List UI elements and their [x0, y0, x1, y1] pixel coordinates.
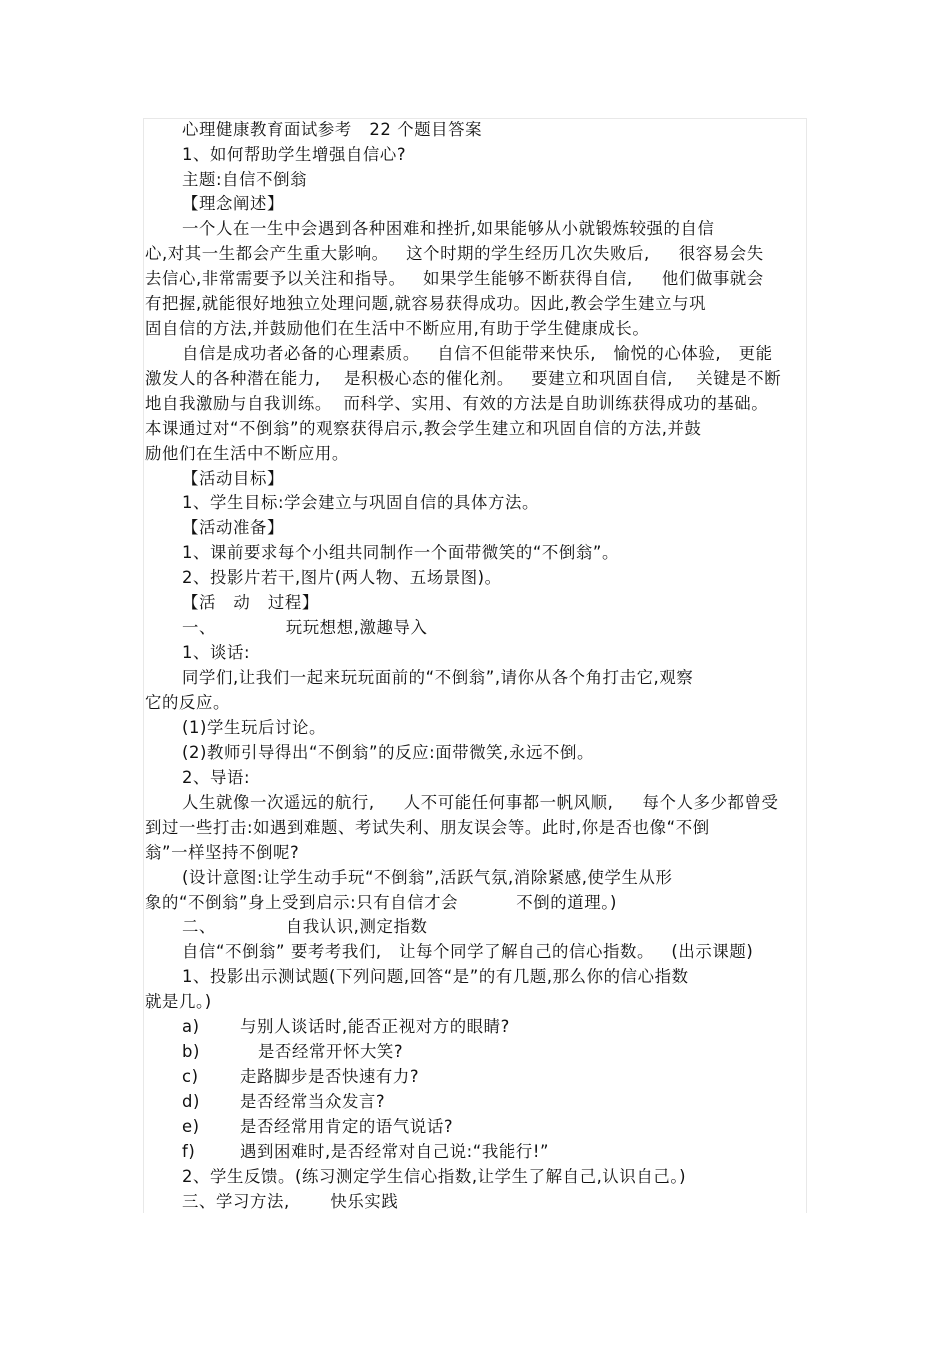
- paragraph-line: 翁”一样坚持不倒呢?: [145, 843, 300, 862]
- paragraph-line: 1、投影出示测试题(下列问题,回答“是”的有几题,那么你的信心指数: [182, 967, 689, 986]
- paragraph-line: 一个人在一生中会遇到各种困难和挫折,如果能够从小就锻炼较强的自信: [182, 219, 715, 238]
- list-item: 是否经常用肯定的语气说话?: [240, 1117, 454, 1136]
- sub-heading-guide: 2、导语:: [182, 768, 251, 787]
- paragraph-line: 地自我激励与自我训练。 而科学、实用、有效的方法是自助训练获得成功的基础。: [145, 394, 769, 413]
- section-heading-process: 【活 动 过程】: [182, 593, 319, 612]
- theme-line: 主题:自信不倒翁: [182, 170, 308, 189]
- list-item: 遇到困难时,是否经常对自己说:“我能行!”: [240, 1142, 550, 1161]
- paragraph-line: 就是几。): [145, 992, 212, 1011]
- paragraph-line: 同学们,让我们一起来玩玩面前的“不倒翁”,请你从各个角打击它,观察: [182, 668, 694, 687]
- paragraph-line: 固自信的方法,并鼓励他们在生活中不断应用,有助于学生健康成长。: [145, 319, 650, 338]
- paragraph-line: 自信是成功者必备的心理素质。 自信不但能带来快乐, 愉悦的心体验, 更能: [182, 344, 773, 363]
- paragraph-line: 它的反应。: [145, 693, 230, 712]
- paragraph-line: 励他们在生活中不断应用。: [145, 444, 349, 463]
- list-item-label: c): [182, 1067, 199, 1086]
- list-item-label: d): [182, 1092, 200, 1111]
- paragraph-line: 去信心,非常需要予以关注和指导。 如果学生能够不断获得自信, 他们做事就会: [145, 269, 764, 288]
- paragraph-line: (设计意图:让学生动手玩“不倒翁”,活跃气氛,消除紧感,使学生从形: [182, 868, 673, 887]
- list-item-label: e): [182, 1117, 200, 1136]
- list-item-label: f): [182, 1142, 196, 1161]
- step-heading-two: 二、 自我认识,测定指数: [182, 917, 428, 936]
- list-item: 是否经常当众发言?: [240, 1092, 386, 1111]
- paragraph-line: 自信“不倒翁” 要考考我们, 让每个同学了解自己的信心指数。 (出示课题): [182, 942, 754, 961]
- paragraph-line: 激发人的各种潜在能力, 是积极心态的催化剂。 要建立和巩固自信, 关键是不断: [145, 369, 782, 388]
- section-heading-concept: 【理念阐述】: [182, 194, 284, 213]
- preparation-item: 1、课前要求每个小组共同制作一个面带微笑的“不倒翁”。: [182, 543, 619, 562]
- paragraph-line: 2、学生反馈。(练习测定学生信心指数,让学生了解自己,认识自己。): [182, 1167, 687, 1186]
- document-title: 心理健康教育面试参考 22 个题目答案: [182, 120, 483, 139]
- goal-item: 1、学生目标:学会建立与巩固自信的具体方法。: [182, 493, 539, 512]
- step-heading-three: 三、学习方法, 快乐实践: [182, 1192, 399, 1211]
- paragraph-line: 有把握,就能很好地独立处理问题,就容易获得成功。因此,教会学生建立与巩: [145, 294, 707, 313]
- section-heading-goal: 【活动目标】: [182, 469, 284, 488]
- step-heading-one: 一、 玩玩想想,激趣导入: [182, 618, 428, 637]
- paragraph-line: 到过一些打击:如遇到难题、考试失利、朋友误会等。此时,你是否也像“不倒: [145, 818, 710, 837]
- paragraph-line: 象的“不倒翁”身上受到启示:只有自信才会 不倒的道理。): [145, 893, 617, 912]
- list-item: 是否经常开怀大笑?: [258, 1042, 404, 1061]
- list-item: 与别人谈话时,能否正视对方的眼睛?: [240, 1017, 510, 1036]
- section-heading-preparation: 【活动准备】: [182, 518, 284, 537]
- question-heading: 1、如何帮助学生增强自信心?: [182, 145, 407, 164]
- list-item: (1)学生玩后讨论。: [182, 718, 326, 737]
- paragraph-line: 心,对其一生都会产生重大影响。 这个时期的学生经历几次失败后, 很容易会失: [145, 244, 764, 263]
- list-item-label: b): [182, 1042, 200, 1061]
- list-item-label: a): [182, 1017, 200, 1036]
- paragraph-line: 人生就像一次遥远的航行, 人不可能任何事都一帆风顺, 每个人多少都曾受: [182, 793, 779, 812]
- preparation-item: 2、投影片若干,图片(两人物、五场景图)。: [182, 568, 502, 587]
- sub-heading-talk: 1、谈话:: [182, 643, 251, 662]
- paragraph-line: 本课通过对“不倒翁”的观察获得启示,教会学生建立和巩固自信的方法,并鼓: [145, 419, 702, 438]
- list-item: 走路脚步是否快速有力?: [240, 1067, 420, 1086]
- list-item: (2)教师引导得出“不倒翁”的反应:面带微笑,永远不倒。: [182, 743, 594, 762]
